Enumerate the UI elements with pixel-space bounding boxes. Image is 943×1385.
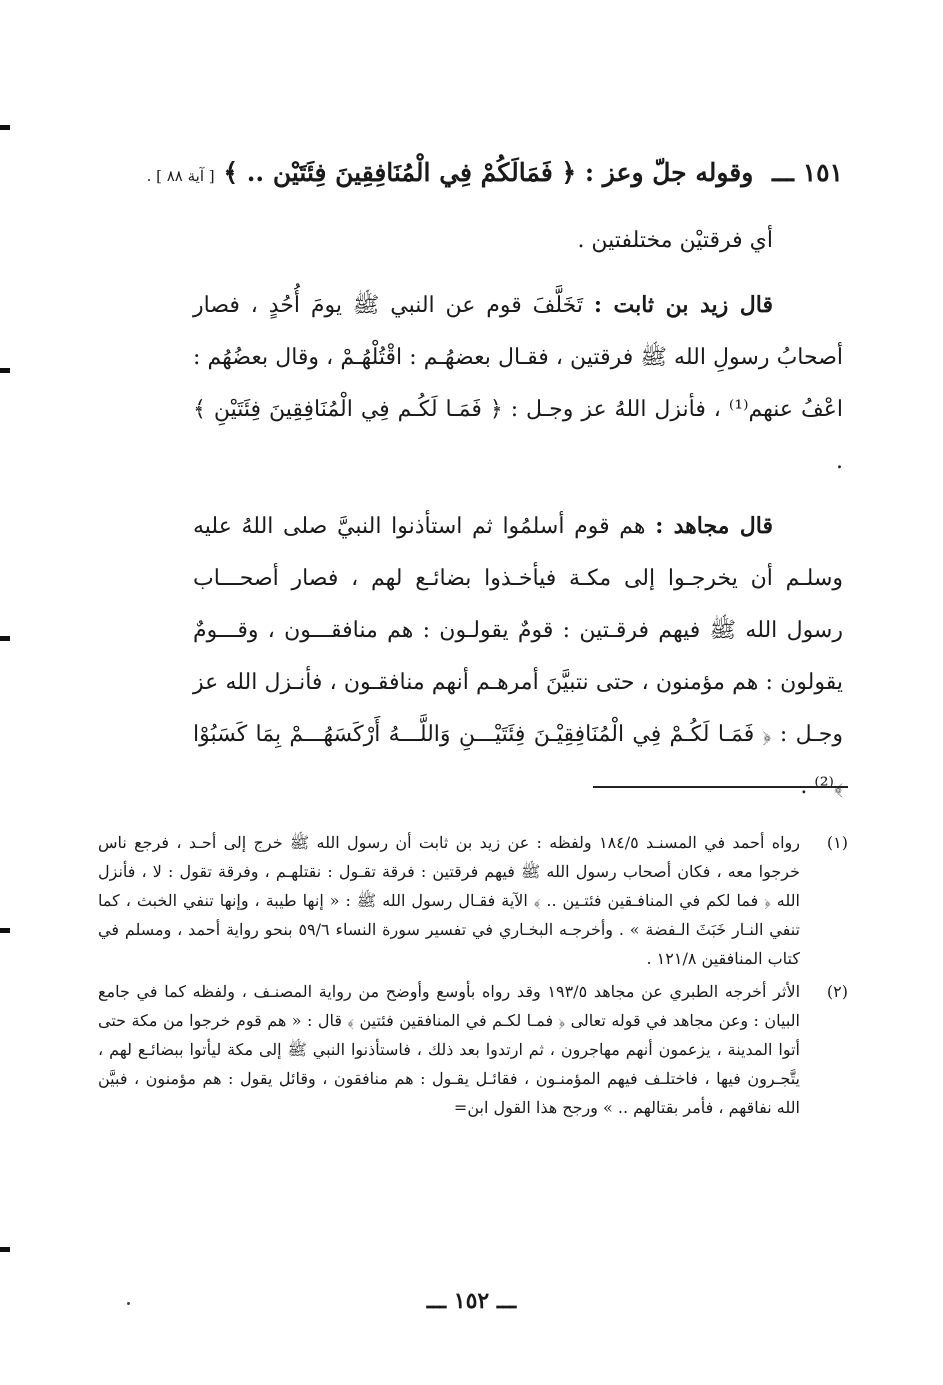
scan-margin-mark [0,1247,10,1252]
section-title: وقوله جلّ وعز : ﴿ فَمَالَكُمْ فِي الْمُنَافِقِينَ فِئَتَيْن .. ﴾ [223,158,754,187]
section-number: ١٥١ ـــ [772,158,843,187]
footnote-text: رواه أحمد في المسنـد ١٨٤/٥ ولفظه : عن زيد بن ثابت أن رسول الله ﷺ خرج إلى أحـد ، فرجع ناس خرجوا معه ، فكان أصحاب رسول الله ﷺ فيهم فرقتين : فرقة تقـول : نقتلهـم ، وفرقة تقول : لا ، فأنزل الله ﴿ فما لكم في المنافـقين فئتـين .. ﴾ الآية فقـال رسول الله ﷺ : « إنها طيبة ، وإنها تنفي الخبث ، كما تنفي النـار خَبَثَ الـفضة » . وأخرجـه البخـاري في تفسير سورة النساء ٥٩/٦ بنحو رواية أحمد ، ومسلم في كتاب المنافقين ١٢١/٨ . [98,833,801,968]
scan-margin-mark [0,368,10,373]
quran-quote: ﴿ فَمَـا لَكُـم فِي الْمُنَافِقِينَ فِئَتَيْنِ ﴾ . [193,397,843,474]
narration-mujahid [193,500,843,813]
narrator-label: قال مجاهد : [655,513,773,539]
section-heading [98,150,843,199]
main-text [193,215,843,825]
footnote-separator [593,786,848,788]
scan-margin-mark [0,125,10,130]
verse-reference: [ آية ٨٨ ] . [146,167,215,185]
scan-margin-mark [0,928,10,933]
narration-zayd [193,279,843,488]
quran-quote: ﴿ فَمَـا لَكُـمْ فِي الْمُنَافِقِيْـنَ فِئَتَيْـــنِ وَاللَّـــهُ أَرْكَسَهُـــمْ بِمَا كَسَبُوْا ﴾⁽²⁾ . [193,722,843,799]
footnote-number: (٢) [826,982,848,1001]
footnote-number: (١) [826,833,848,852]
narrator-label: قال زيد بن ثابت : [593,292,773,318]
explanation-paragraph: أي فرقتيْن مختلفتين . [577,228,773,253]
footnote-item [98,977,848,1122]
narration-text: تَخَلَّفَ قوم عن النبي ﷺ يومَ أُحُدٍ ، فصار أصحابُ رسولِ الله ﷺ فرقتين ، فقـال بعضهُـم : اقْتُلْهُـمْ ، وقال بعضُهُم : اعْفُ عنهم⁽¹⁾ ، فأنزل اللهُ عز وجـل : [193,293,843,422]
footnotes [98,828,848,1126]
footnote-item [98,828,848,973]
footnote-text: الأثر أخرجه الطبري عن مجاهد ١٩٣/٥ وقد رواه بأوسع وأوضح من رواية المصنـف ، ولفظه كما في جامع البيان : وعن مجاهد في قوله تعالى ﴿ فمـا لكـم في المنافقين فئتين ﴾ قال : « هم قوم خرجوا من مكة حتى أتوا المدينة ، يزعمون أنهم مهاجرون ، ثم ارتدوا بعد ذلك ، فاستأذنوا النبي ﷺ إلى مكة ليأتوا ببضائـع لهم ، يتَّجـرون فيها ، فاختلـف فيهم المؤمنـون ، فقائـل يقـول : هم منافقون ، وقائل يقول : هم مؤمنون ، فبيَّن الله نفاقهم ، فأمر بقتالهم .. » ورجح هذا القول ابن= [98,982,801,1117]
page-number: ـــ ١٥٢ ـــ [426,1288,517,1314]
narration-text: هم قوم أسلمُوا ثم استأذنوا النبيَّ صلى اللهُ عليه وسلـم أن يخرجـوا إلى مكـة فيأخـذوا بضائـع لهم ، فصار أصحـــاب رسول الله ﷺ فيهم فرقـتين : قومٌ يقولـون : هم منافقـــون ، وقـــومٌ يقولون : هم مؤمنون ، حتى نتبيَّنَ أمرهـم أنهم منافقـون ، فأنـزل الله عز وجـل : [193,514,843,747]
scan-margin-mark [0,636,10,641]
